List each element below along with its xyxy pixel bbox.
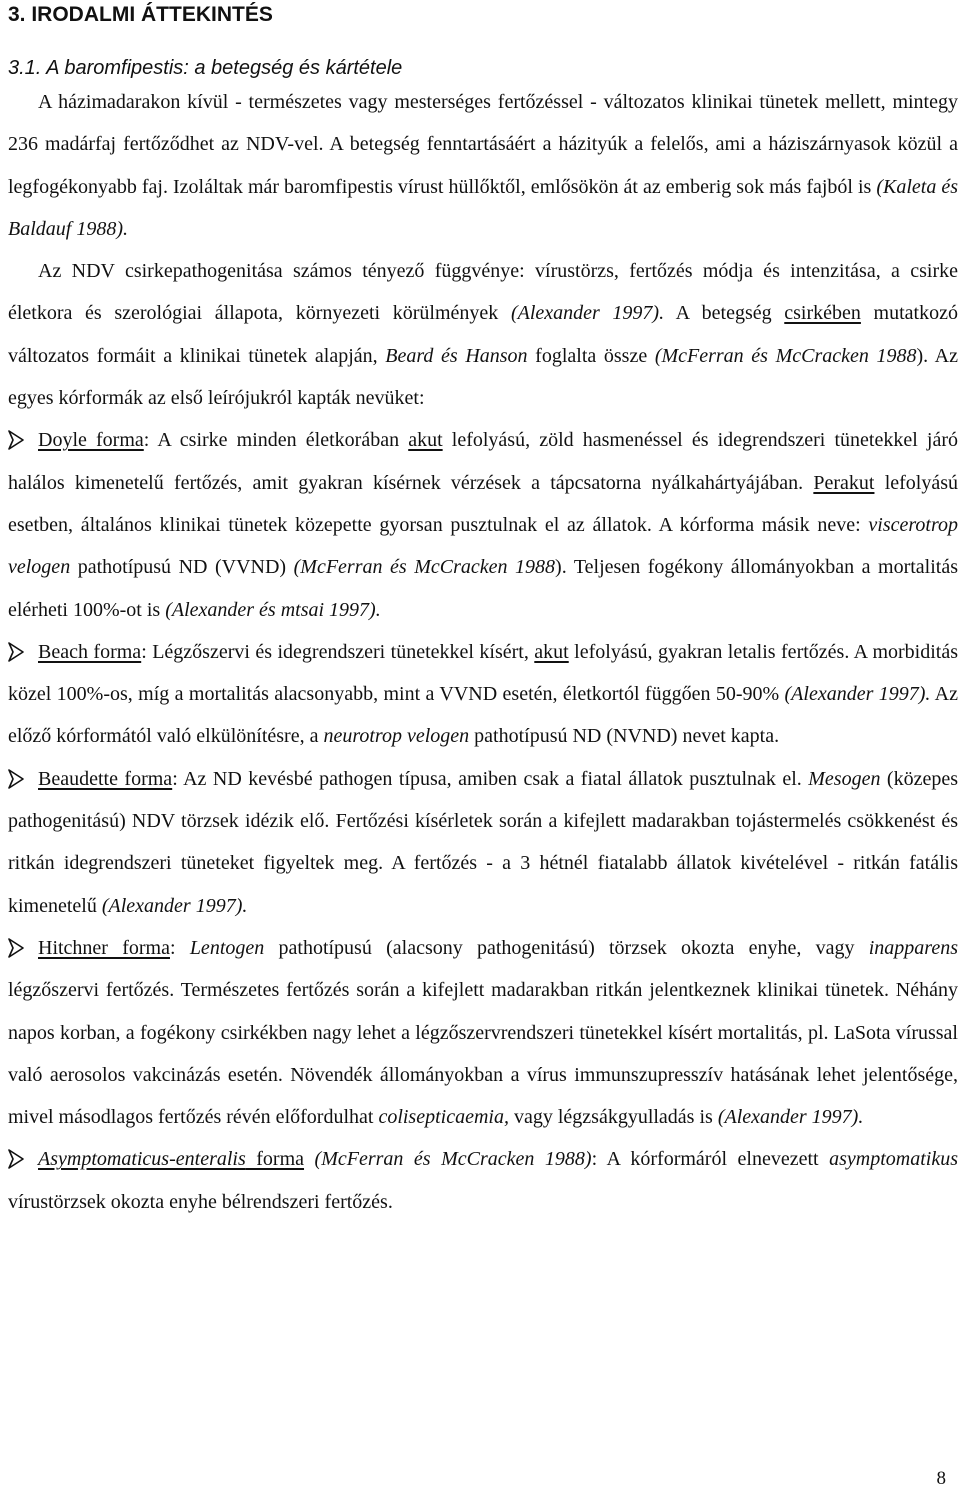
citation: (Alexander 1997). xyxy=(101,894,248,917)
form-name: Asymptomaticus-enteralis forma xyxy=(38,1148,305,1171)
citation: (McFerran és McCracken 1988) xyxy=(314,1148,592,1171)
citation: (McFerran és McCracken 1988 xyxy=(293,556,556,579)
paragraph-2: Az NDV csirkepathogenitása számos tényező függvénye: vírustörzs, fertőzés módja és intenzitása, a csirke életkora és szerológiai állapota, környezeti körülmények (Alexander 1997). A betegség csirkében mutatkozó változatos formáit a klinikai tünetek alapján, Beard és Hanson foglalta össze (McFerran és McCracken 1988). Az egyes kórformák az első leírójukról kapták nevüket: xyxy=(8,260,958,410)
arrow-bullet-icon xyxy=(8,1149,24,1169)
paragraph-1: A házimadarakon kívül - természetes vagy mesterséges fertőzéssel - változatos klinikai tünetek mellett, mintegy 236 madárfaj fertőződhet az NDV-vel. A betegség fenntartásáért a házityúk a felelős, ami a háziszárnyasok közül a legfogékonyabb faj. Izoláltak már baromfipestis vírust hüllőktől, emlősökön át az emberig sok más fajból is (Kaleta és Baldauf 1988). xyxy=(8,91,959,240)
bullet-hitchner: Hitchner forma: Lentogen pathotípusú (alacsony pathogenitású) törzsek okozta enyhe, vagy inapparens légzőszervi fertőzés. Természetes fertőzés során a kifejlett madarakban ritkán jelentkeznek klinikai tünetek. Néhány napos korban, a fogékony csirkékben nagy lehet a légzőszervrendszeri tünetekkel kísért mortalitás, pl. LaSota vírussal való aerosolos vakcinázás esetén. Növendék állományokban a vírus immunszupresszív hatásának lehet jelentősége, mivel másodlagos fertőzés révén előfordulhat colisepticaemia, vagy légzsákgyulladás is (Alexander 1997). xyxy=(8,936,958,1129)
citation: (Kaleta és Baldauf 1988). xyxy=(8,175,959,240)
author-names: Beard és Hanson xyxy=(385,344,528,367)
citation: (Alexander 1997). xyxy=(717,1106,864,1129)
underlined-term: csirkében xyxy=(784,302,861,325)
form-name: Beach forma xyxy=(38,640,142,663)
citation: (Alexander és mtsai 1997). xyxy=(165,598,381,621)
form-name: Beaudette forma xyxy=(38,767,173,790)
bullet-beach: Beach forma: Légzőszervi és idegrendszeri tünetekkel kísért, akut lefolyású, gyakran letalis fertőzés. A morbiditás közel 100%-os, míg a mortalitás alacsonyabb, mint a VVND esetén, életkortól függően 50-90% (Alexander 1997). Az előző kórformától való elkülönítésre, a neurotrop velogen pathotípusú ND (NVND) nevet kapta. xyxy=(8,640,959,748)
form-name: Hitchner forma xyxy=(38,936,170,959)
chapter-heading: 3. IRODALMI ÁTTEKINTÉS xyxy=(8,3,273,26)
arrow-bullet-icon xyxy=(8,430,24,450)
section-heading: 3.1. A baromfipestis: a betegség és kártétele xyxy=(8,57,403,79)
form-name: Doyle forma xyxy=(38,429,144,452)
citation: (Alexander 1997). xyxy=(510,302,665,325)
arrow-bullet-icon xyxy=(8,769,24,789)
arrow-bullet-icon xyxy=(8,642,24,662)
bullet-doyle: Doyle forma: A csirke minden életkorában akut lefolyású, zöld hasmenéssel és idegrendszeri tünetekkel járó halálos kimenetelű fertőzés, amit gyakran kísérnek vérzések a tápcsatorna nyálkahártyájában. Perakut lefolyású esetben, általános klinikai tünetek közepette gyorsan pusztulnak el az állatok. A kórforma másik neve: viscerotrop velogen pathotípusú ND (VVND) (McFerran és McCracken 1988). Teljesen fogékony állományokban a mortalitás elérheti 100%-ot is (Alexander és mtsai 1997). xyxy=(8,429,959,621)
arrow-bullet-icon xyxy=(8,938,24,958)
bullet-asymptomaticus: Asymptomaticus-enteralis forma (McFerran és McCracken 1988): A kórformáról elnevezett asymptomatikus vírustörzsek okozta enyhe bélrendszeri fertőzés. xyxy=(8,1148,958,1213)
citation: (Alexander 1997). xyxy=(784,683,931,706)
citation: (McFerran és McCracken 1988 xyxy=(654,344,917,367)
bullet-beaudette: Beaudette forma: Az ND kevésbé pathogen típusa, amiben csak a fiatal állatok pusztulnak el. Mesogen (közepes pathogenitású) NDV törzsek idézik elő. Fertőzési kísérletek során a kifejlett madarakban tojástermelés csökkenést és ritkán idegrendszeri tüneteket figyeltek meg. A fertőzés - a 3 hétnél fiatalabb állatok kivételével - ritkán fatális kimenetelű (Alexander 1997). xyxy=(8,767,959,917)
page-number: 8 xyxy=(936,1468,946,1489)
body-text xyxy=(8,81,958,1223)
